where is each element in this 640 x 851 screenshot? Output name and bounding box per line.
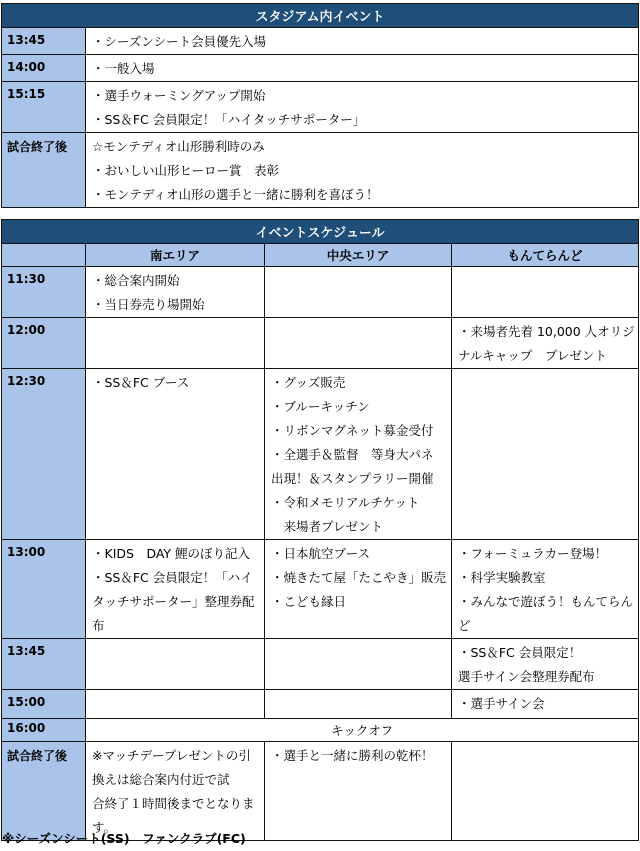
stadium-time-1515: 15:15 bbox=[2, 82, 86, 133]
south-event-line: 布 bbox=[92, 618, 105, 633]
stadium-time-after-match: 試合終了後 bbox=[2, 133, 86, 208]
stadium-event-line: ・モンテディオ山形の選手と一緒に勝利を喜ぼう！ bbox=[92, 187, 379, 202]
central-event-line: ・こども縁日 bbox=[271, 594, 347, 609]
south-area-header: 南エリア bbox=[86, 244, 265, 267]
central-event-line: 出現！＆スタンプラリー開催 bbox=[271, 471, 434, 486]
footnote: ※シーズンシート(SS) ファンクラブ(FC) bbox=[2, 831, 246, 846]
schedule-time-1600: 16:00 bbox=[2, 719, 86, 742]
stadium-event-line: ・おいしい山形ヒーロー賞 表彰 bbox=[92, 163, 280, 178]
schedule-time-1300: 13:00 bbox=[2, 540, 86, 639]
schedule-time-1130: 11:30 bbox=[2, 267, 86, 318]
south-note-line: す。 bbox=[92, 820, 117, 835]
kickoff-label: キックオフ bbox=[86, 719, 639, 742]
schedule-time-1200: 12:00 bbox=[2, 318, 86, 369]
event-schedule-title: イベントスケジュール bbox=[2, 220, 639, 244]
monte-event-line: ナルキャップ プレゼント bbox=[458, 348, 607, 363]
monte-event-line: ・フォーミュラカー登場！ bbox=[458, 546, 608, 561]
monteland-header: もんてらんど bbox=[452, 244, 639, 267]
central-event-line: ・令和メモリアルチケット bbox=[271, 495, 420, 510]
stadium-events-table bbox=[1, 3, 639, 208]
event-schedule-table bbox=[1, 219, 639, 841]
stadium-time-1400: 14:00 bbox=[2, 55, 86, 82]
south-event-line: ・総合案内開始 bbox=[92, 273, 180, 288]
stadium-event-line: ・シーズンシート会員優先入場 bbox=[92, 34, 267, 49]
central-event-line: ・日本航空ブース bbox=[271, 546, 371, 561]
monte-event-line: ・みんなで遊ぼう！もんてらん bbox=[458, 594, 634, 609]
stadium-event-line: ☆モンテディオ山形勝利時のみ bbox=[92, 139, 265, 154]
south-event-line: ・当日券売り場開始 bbox=[92, 297, 205, 312]
schedule-time-1230: 12:30 bbox=[2, 369, 86, 540]
stadium-events-title: スタジアム内イベント bbox=[2, 4, 639, 28]
south-event-line: ・KIDS DAY 鯉のぼり記入 bbox=[92, 546, 251, 561]
central-event-line: ・リボンマグネット募金受付 bbox=[271, 423, 434, 438]
south-note-line: ※マッチデープレゼントの引 bbox=[92, 748, 251, 763]
monte-event-line: ・科学実験教室 bbox=[458, 570, 546, 585]
monte-event-line: ど bbox=[458, 618, 471, 633]
monte-event-line: ・来場者先着 10,000 人オリジ bbox=[458, 324, 635, 339]
central-event-line: ・ブルーキッチン bbox=[271, 399, 370, 414]
central-event-line: ・選手と一緒に勝利の乾杯！ bbox=[271, 748, 434, 763]
monte-event-line: ・選手サイン会 bbox=[458, 696, 545, 711]
stadium-event-line: ・一般入場 bbox=[92, 61, 155, 76]
monte-event-line: ・SS＆FC 会員限定！ bbox=[458, 645, 582, 660]
schedule-time-1345: 13:45 bbox=[2, 639, 86, 690]
south-event-line: ・SS＆FC ブース bbox=[92, 375, 190, 390]
central-event-line: ・グッズ販売 bbox=[271, 375, 346, 390]
stadium-time-1345: 13:45 bbox=[2, 28, 86, 55]
monte-event-line: 選手サイン会整理券配布 bbox=[458, 669, 595, 684]
south-event-line: タッチサポーター」整理券配 bbox=[92, 594, 255, 609]
schedule-time-1500: 15:00 bbox=[2, 690, 86, 719]
central-event-line: 来場者プレゼント bbox=[271, 519, 384, 534]
time-column-header bbox=[2, 244, 86, 267]
south-note-line: 換えは総合案内付近で試 bbox=[92, 772, 230, 787]
schedule-time-after-match: 試合終了後 bbox=[2, 742, 86, 841]
central-event-line: ・全選手＆監督 等身大パネ bbox=[271, 447, 434, 462]
stadium-event-line: ・選手ウォーミングアップ開始 bbox=[92, 88, 266, 103]
south-event-line: ・SS＆FC 会員限定！「ハイ bbox=[92, 570, 253, 585]
stadium-event-line: ・SS＆FC 会員限定！「ハイタッチサポーター」 bbox=[92, 112, 366, 127]
central-area-header: 中央エリア bbox=[265, 244, 452, 267]
south-note-line: 合終了１時間後までとなりま bbox=[92, 796, 255, 811]
central-event-line: ・焼きたて屋「たこやき」販売 bbox=[271, 570, 447, 585]
